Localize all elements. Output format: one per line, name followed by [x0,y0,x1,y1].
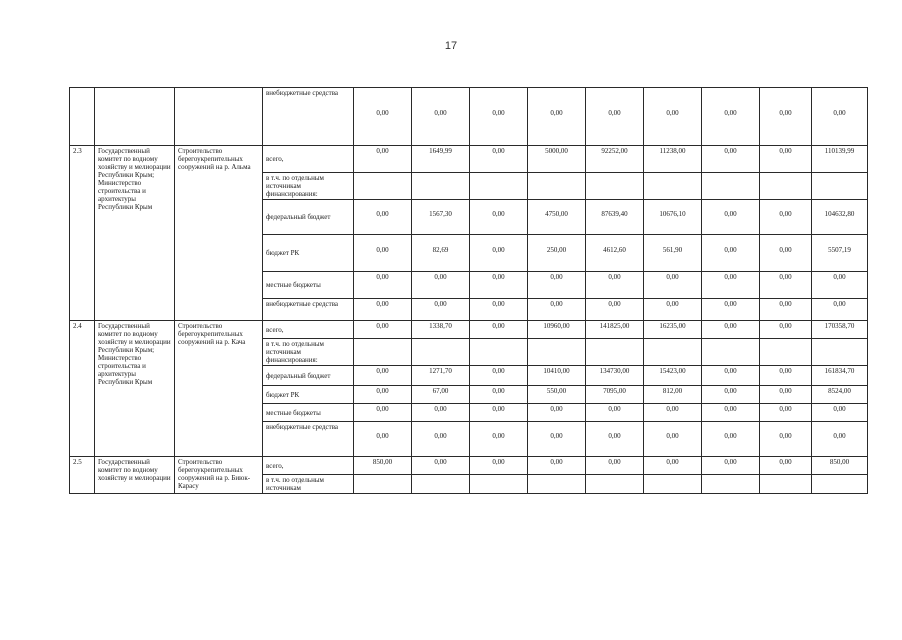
value-cell: 0,00 [412,457,470,475]
value-cell [760,339,812,366]
executor-cell [95,88,175,146]
value-cell: 0,00 [412,422,470,457]
value-cell: 110139,99 [812,146,868,173]
value-cell: 15423,00 [644,366,702,386]
source-label: бюджет РК [263,386,354,404]
value-cell [470,475,528,494]
value-cell: 0,00 [470,404,528,422]
value-cell: 850,00 [354,457,412,475]
value-cell: 4750,00 [528,200,586,235]
value-cell: 0,00 [760,146,812,173]
value-cell: 550,00 [528,386,586,404]
value-cell [528,475,586,494]
executor-cell: Государственный комитет по водному хозяйству и мелиорации [95,457,175,494]
value-cell: 0,00 [586,88,644,146]
value-cell [644,475,702,494]
value-cell: 0,00 [702,366,760,386]
value-cell: 0,00 [760,404,812,422]
value-cell: 5507,19 [812,235,868,272]
executor-cell: Государственный комитет по водному хозяйству и мелиорации Республики Крым; Министерство строительства и архитектуры Республики Крым [95,321,175,457]
value-cell: 0,00 [354,272,412,299]
value-cell: 5000,00 [528,146,586,173]
source-label: внебюджетные средства [263,299,354,321]
value-cell: 0,00 [644,88,702,146]
value-cell: 0,00 [354,146,412,173]
value-cell: 0,00 [412,272,470,299]
row-number: 2.5 [70,457,95,494]
value-cell: 0,00 [354,299,412,321]
source-label: местные бюджеты [263,272,354,299]
value-cell: 0,00 [354,88,412,146]
value-cell [354,173,412,200]
value-cell: 0,00 [586,272,644,299]
value-cell: 0,00 [702,386,760,404]
table-row [70,88,868,146]
value-cell: 161834,70 [812,366,868,386]
value-cell: 0,00 [528,404,586,422]
value-cell: 0,00 [644,272,702,299]
source-label: в т.ч. по отдельным источникам финансирования: [263,173,354,200]
page-number: 17 [444,40,458,52]
value-cell: 0,00 [702,200,760,235]
value-cell: 0,00 [702,321,760,339]
source-label: в т.ч. по отдельным источникам [263,475,354,494]
value-cell: 10410,00 [528,366,586,386]
value-cell [702,475,760,494]
value-cell [354,475,412,494]
value-cell: 0,00 [528,88,586,146]
value-cell: 0,00 [702,457,760,475]
value-cell: 0,00 [528,422,586,457]
value-cell: 0,00 [702,235,760,272]
value-cell: 0,00 [812,272,868,299]
value-cell: 0,00 [760,88,812,146]
value-cell: 250,00 [528,235,586,272]
source-label: всего, [263,457,354,475]
value-cell: 134730,00 [586,366,644,386]
value-cell: 82,69 [412,235,470,272]
row-number [70,88,95,146]
value-cell [354,339,412,366]
value-cell: 7095,00 [586,386,644,404]
row-number: 2.4 [70,321,95,457]
value-cell [702,173,760,200]
value-cell [812,339,868,366]
value-cell: 0,00 [470,386,528,404]
value-cell: 0,00 [354,200,412,235]
value-cell: 0,00 [528,457,586,475]
value-cell [412,173,470,200]
value-cell: 0,00 [528,272,586,299]
value-cell: 0,00 [702,299,760,321]
value-cell: 0,00 [354,422,412,457]
value-cell: 0,00 [702,422,760,457]
value-cell: 0,00 [702,146,760,173]
table-row [70,321,868,339]
value-cell: 0,00 [760,299,812,321]
value-cell: 0,00 [412,299,470,321]
value-cell: 0,00 [760,422,812,457]
measure-cell: Строительство берегоукрепительных сооружений на р. Кача [175,321,263,457]
value-cell [644,173,702,200]
value-cell [412,475,470,494]
table-row [70,146,868,173]
value-cell [586,339,644,366]
value-cell [528,339,586,366]
value-cell: 0,00 [760,366,812,386]
value-cell: 1338,70 [412,321,470,339]
value-cell [760,475,812,494]
value-cell: 0,00 [586,404,644,422]
measure-cell [175,88,263,146]
value-cell: 850,00 [812,457,868,475]
value-cell: 0,00 [644,299,702,321]
value-cell: 0,00 [470,457,528,475]
source-label: всего, [263,321,354,339]
value-cell: 0,00 [702,272,760,299]
value-cell: 0,00 [412,404,470,422]
value-cell: 0,00 [354,404,412,422]
value-cell: 1271,70 [412,366,470,386]
value-cell: 0,00 [812,422,868,457]
value-cell: 0,00 [644,404,702,422]
source-label: бюджет РК [263,235,354,272]
value-cell: 0,00 [470,422,528,457]
value-cell: 0,00 [760,386,812,404]
value-cell: 0,00 [528,299,586,321]
value-cell: 0,00 [470,299,528,321]
value-cell: 1567,30 [412,200,470,235]
value-cell: 0,00 [470,200,528,235]
value-cell: 67,00 [412,386,470,404]
value-cell: 92252,00 [586,146,644,173]
value-cell: 0,00 [702,88,760,146]
value-cell: 0,00 [812,88,868,146]
source-label: федеральный бюджет [263,200,354,235]
source-label: федеральный бюджет [263,366,354,386]
source-label: внебюджетные средства [263,422,354,457]
value-cell [702,339,760,366]
value-cell [470,173,528,200]
value-cell: 0,00 [760,272,812,299]
measure-cell: Строительство берегоукрепительных сооружений на р. Биюк-Карасу [175,457,263,494]
financing-table [69,87,868,494]
value-cell [470,339,528,366]
value-cell [586,475,644,494]
value-cell: 0,00 [702,404,760,422]
value-cell: 0,00 [354,366,412,386]
value-cell: 0,00 [470,88,528,146]
value-cell: 0,00 [644,422,702,457]
source-label: внебюджетные средства [263,88,354,146]
value-cell [812,173,868,200]
source-label: в т.ч. по отдельным источникам финансирования: [263,339,354,366]
value-cell: 561,90 [644,235,702,272]
row-number: 2.3 [70,146,95,321]
value-cell: 10960,00 [528,321,586,339]
value-cell [644,339,702,366]
source-label: всего, [263,146,354,173]
value-cell: 0,00 [354,235,412,272]
executor-cell: Государственный комитет по водному хозяйству и мелиорации Республики Крым; Министерство строительства и архитектуры Республики Крым [95,146,175,321]
value-cell: 170358,70 [812,321,868,339]
value-cell: 0,00 [586,422,644,457]
value-cell: 812,00 [644,386,702,404]
value-cell: 0,00 [812,404,868,422]
value-cell [812,475,868,494]
value-cell: 0,00 [760,457,812,475]
value-cell: 16235,00 [644,321,702,339]
value-cell [412,339,470,366]
value-cell: 1649,99 [412,146,470,173]
value-cell: 0,00 [760,321,812,339]
value-cell: 141825,00 [586,321,644,339]
value-cell: 0,00 [470,366,528,386]
value-cell: 0,00 [760,200,812,235]
value-cell: 0,00 [354,386,412,404]
value-cell: 0,00 [470,272,528,299]
value-cell [528,173,586,200]
value-cell: 0,00 [412,88,470,146]
value-cell: 0,00 [354,321,412,339]
value-cell: 0,00 [812,299,868,321]
value-cell [586,173,644,200]
value-cell: 0,00 [586,457,644,475]
value-cell: 0,00 [470,235,528,272]
value-cell: 87639,40 [586,200,644,235]
value-cell: 10676,10 [644,200,702,235]
value-cell: 0,00 [644,457,702,475]
value-cell [760,173,812,200]
table-row [70,457,868,475]
value-cell: 0,00 [470,146,528,173]
value-cell: 0,00 [586,299,644,321]
value-cell: 0,00 [470,321,528,339]
measure-cell: Строительство берегоукрепительных сооружений на р. Альма [175,146,263,321]
value-cell: 0,00 [760,235,812,272]
value-cell: 11238,00 [644,146,702,173]
value-cell: 104632,80 [812,200,868,235]
value-cell: 8524,00 [812,386,868,404]
value-cell: 4612,60 [586,235,644,272]
source-label: местные бюджеты [263,404,354,422]
